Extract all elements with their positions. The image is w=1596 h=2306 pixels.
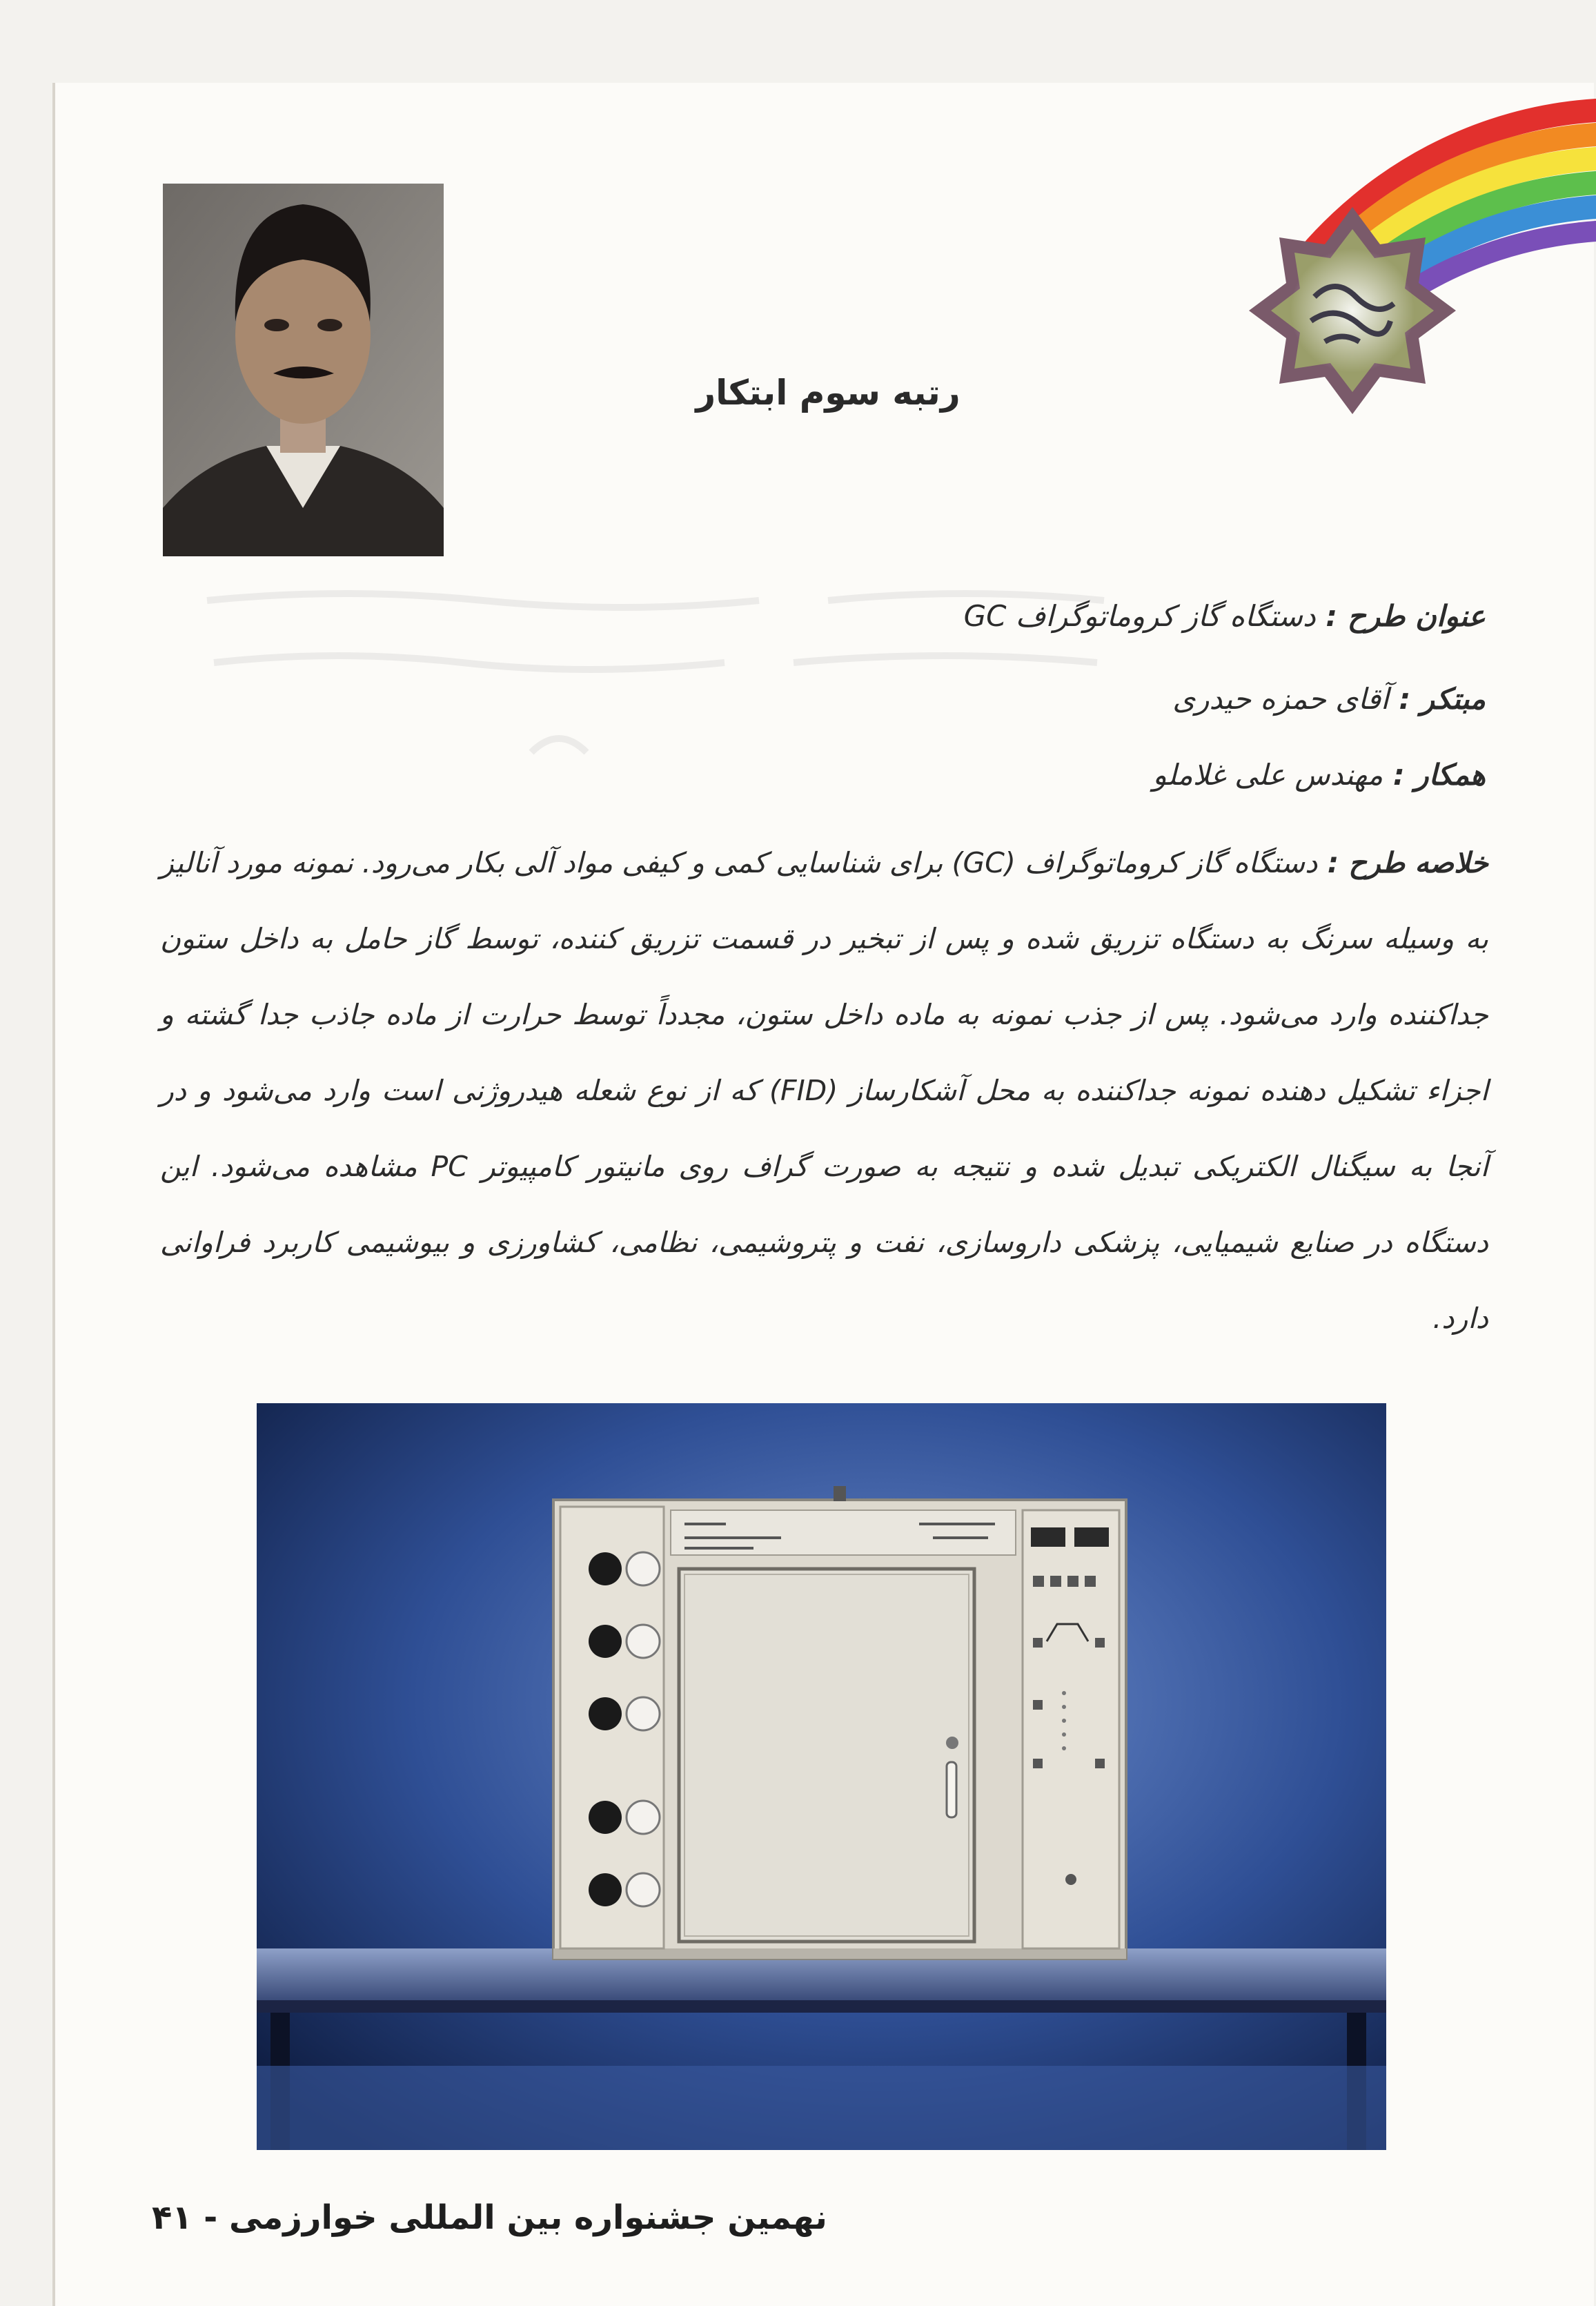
- summary-text: دستگاه گاز کروماتوگراف (GC) برای شناسایی کمی و کیفی مواد آلی بکار می‌رود. نمونه مورد آنالیز به وسیله سرنگ به دستگاه تزریق شده و پس از تبخیر در قسمت تزریق کننده، توسط گاز حامل به داخل ستون جداکننده وارد می‌شود. پس از جذب نمونه به ماده داخل ستون، مجدداً توسط حرارت از ماده جاذب جدا گشته و اجزاء تشکیل دهنده نمونه جداکننده به محل آشکارساز (FID) که از نوع شعله هیدروژنی است وارد می‌شود و در آنجا به سیگنال الکتریکی تبدیل شده و نتیجه به صورت گراف روی مانیتور کامپیوتر PC مشاهده می‌شود. این دستگاه در صنایع شیمیایی، پزشکی داروسازی، نفت و پتروشیمی، نظامی، کشاورزی و بیوشیمی کاربرد فراوانی دارد.: [160, 846, 1488, 1335]
- award-rank-heading: رتبه سوم ابتکار: [696, 373, 960, 413]
- inventor-value: آقای حمزه حیدری: [1172, 682, 1389, 716]
- colleague-value: مهندس علی غلاملو: [1152, 758, 1383, 792]
- colleague-line: [1153, 758, 1486, 792]
- project-title-line: [964, 599, 1486, 633]
- festival-emblem-logo: [1214, 97, 1596, 456]
- colleague-label: همکار :: [1392, 758, 1486, 792]
- inventor-label: مبتکر :: [1399, 682, 1486, 716]
- project-title-value: دستگاه گاز کروماتوگراف GC: [963, 599, 1316, 633]
- page-footer: نهمین جشنواره بین المللی خوارزمی - ۴۱: [152, 2198, 827, 2237]
- inventor-portrait-photo: [163, 184, 444, 556]
- project-summary: [160, 825, 1488, 1356]
- project-title-label: عنوان طرح :: [1326, 599, 1486, 633]
- summary-label: خلاصه طرح :: [1327, 846, 1488, 879]
- gas-chromatograph-photo: [257, 1403, 1386, 2150]
- inventor-line: [1172, 682, 1486, 716]
